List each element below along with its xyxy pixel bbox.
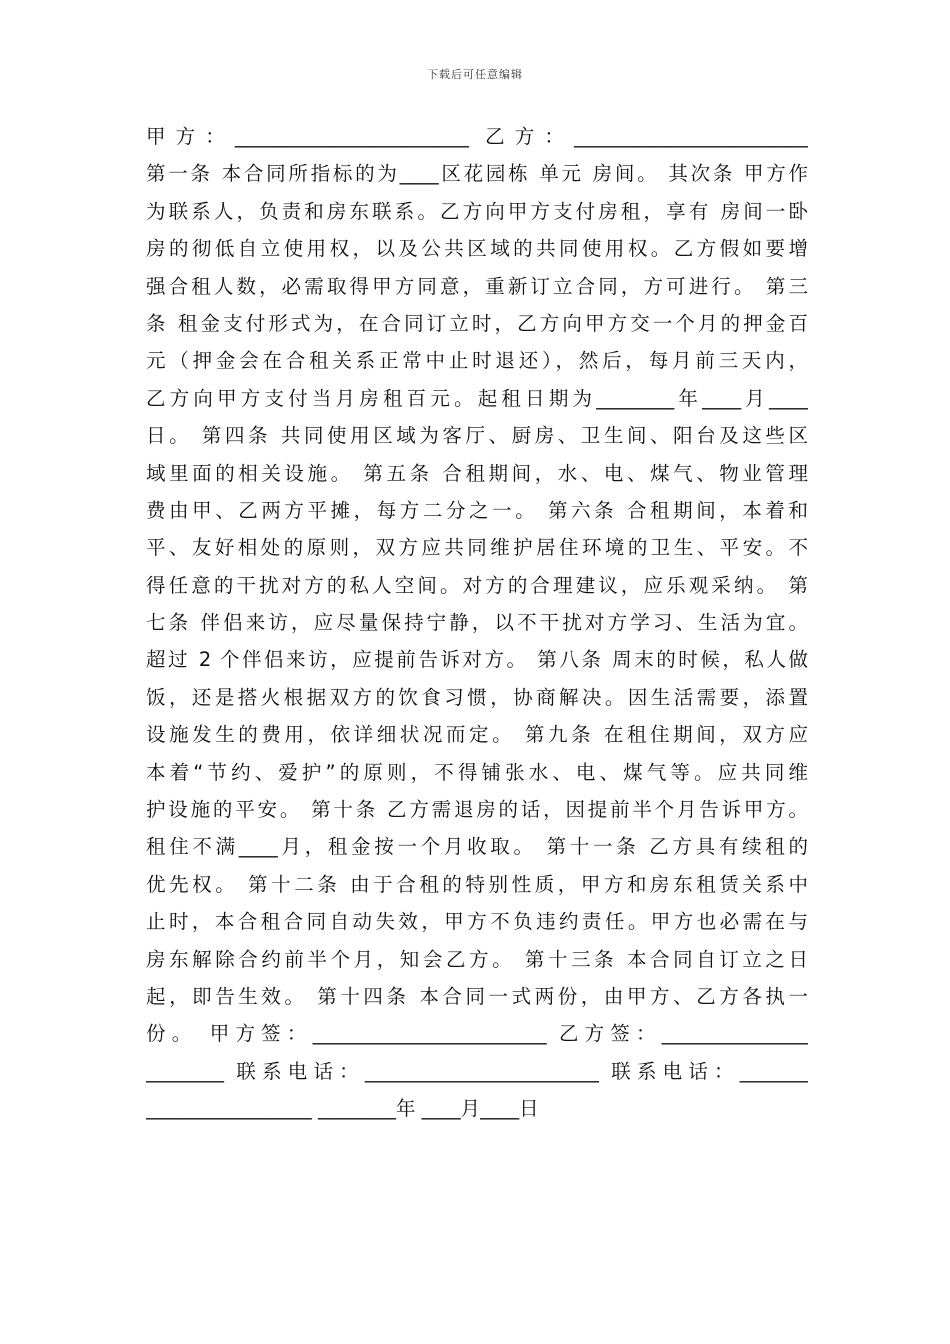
contract-line: 甲方：________________________ 乙方：________________________ xyxy=(146,125,808,148)
header-note: 下载后可任意编辑 xyxy=(427,68,523,81)
contract-line: 本着“节约、爱护”的原则，不得铺张水、电、煤气等。应共同维 xyxy=(146,760,808,784)
contract-line: 强合租人数，必需取得甲方同意，重新订立合同，方可进行。 第三 xyxy=(146,274,808,298)
contract-line: 优先权。 第十二条 由于合租的特别性质，甲方和房东租赁关系中 xyxy=(146,872,808,896)
contract-line: 七条 伴侣来访，应尽量保持宁静，以不干扰对方学习、生活为宜。 xyxy=(146,611,808,635)
contract-line: 乙方向甲方支付当月房租百元。起租日期为________年____月____ xyxy=(146,386,808,410)
contract-line: 止时，本合租合同自动失效，甲方不负违约责任。甲方也必需在与 xyxy=(146,910,808,934)
signature-line: 份。 甲方签：________________________ 乙方签：_______________ xyxy=(146,1022,808,1046)
contract-line: 第一条 本合同所指标的为____区花园栋 单元 房间。 其次条 甲方作 xyxy=(146,162,808,186)
contract-line: 得任意的干扰对方的私人空间。对方的合理建议，应乐观采纳。 第 xyxy=(146,573,808,597)
contract-body xyxy=(146,118,808,1128)
contract-line: 饭，还是搭火根据双方的饮食习惯，协商解决。因生活需要，添置 xyxy=(146,685,808,709)
contract-line: 平、友好相处的原则，双方应共同维护居住环境的卫生、平安。不 xyxy=(146,536,808,560)
contract-line: 为联系人，负责和房东联系。乙方向甲方支付房租，享有 房间一卧 xyxy=(146,199,808,223)
contract-line: 日。 第四条 共同使用区域为客厅、厨房、卫生间、阳台及这些区 xyxy=(146,424,808,448)
contract-line: 费由甲、乙两方平摊，每方二分之一。 第六条 合租期间，本着和 xyxy=(146,498,808,522)
contract-line: 超过 2 个伴侣来访，应提前告诉对方。 第八条 周末的时候，私人做 xyxy=(146,648,808,672)
contract-line: 元（押金会在合租关系正常中止时退还），然后，每月前三天内， xyxy=(146,349,808,373)
contract-line: 护设施的平安。 第十条 乙方需退房的话，因提前半个月告诉甲方。 xyxy=(146,798,808,822)
contract-line: 域里面的相关设施。 第五条 合租期间，水、电、煤气、物业管理 xyxy=(146,461,808,485)
date-line: _________________ ________年 ____月____日 xyxy=(146,1097,539,1121)
contact-line: ________ 联系电话：________________________ 联系电话：_______ xyxy=(146,1059,808,1083)
contract-line: 房东解除合约前半个月，知会乙方。 第十三条 本合同自订立之日 xyxy=(146,947,808,971)
contract-line: 租住不满____月，租金按一个月收取。 第十一条 乙方具有续租的 xyxy=(146,835,808,859)
contract-line: 设施发生的费用，依详细状况而定。 第九条 在租住期间，双方应 xyxy=(146,723,808,747)
contract-line: 条 租金支付形式为，在合同订立时，乙方向甲方交一个月的押金百 xyxy=(146,311,808,335)
contract-line: 起，即告生效。 第十四条 本合同一式两份，由甲方、乙方各执一 xyxy=(146,984,808,1008)
contract-line: 房的彻低自立使用权，以及公共区域的共同使用权。乙方假如要增 xyxy=(146,237,808,261)
